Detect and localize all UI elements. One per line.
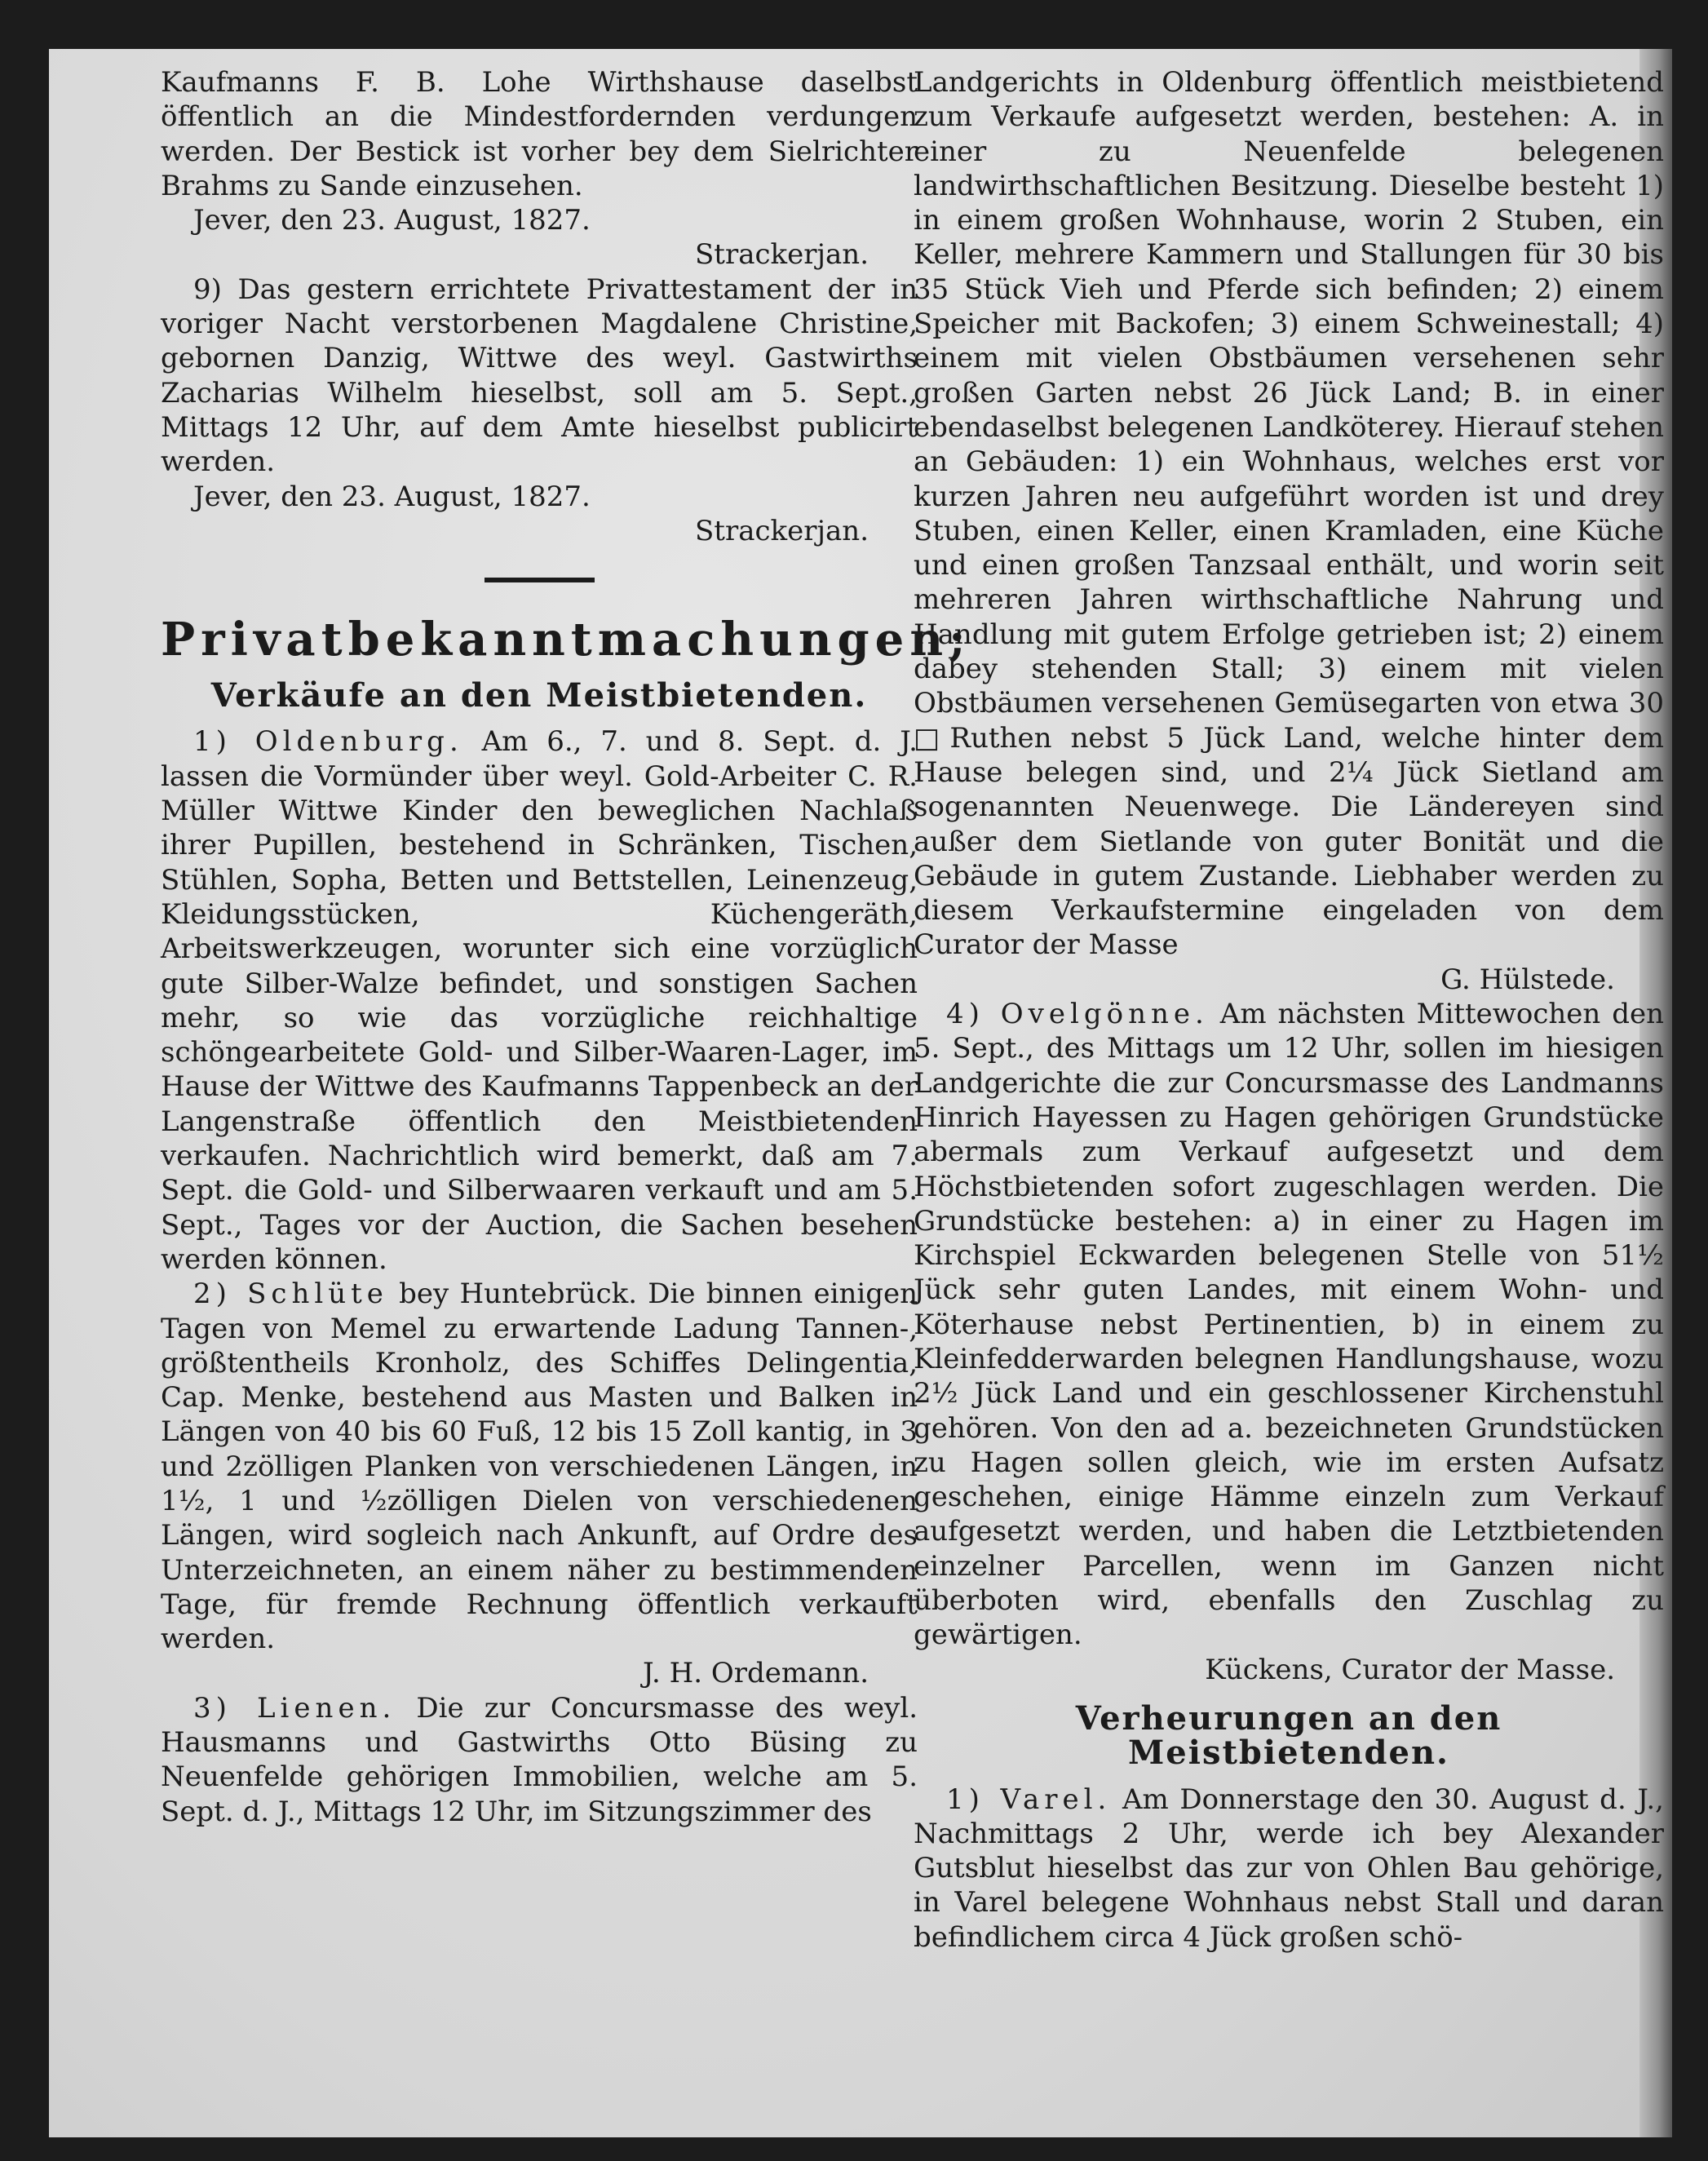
section-heading: Privatbekanntmachungen; <box>161 613 971 667</box>
notice-text: bey Huntebrück. Die binnen einigen Tagen von Memel zu erwartende Ladung Tannen-, größtentheils Kronholz, des Schiffes Delingentia, Cap. Menke, bestehend aus Masten und Balken in Längen von 40 bis 60 Fuß, 12 bis 15 Zoll kantig, in 3 und 2zölligen Planken von verschiedenen Längen, in 1½, 1 und ½zölligen Dielen von verschiedenen Längen, wird sogleich nach Ankunft, auf Ordre des Unterzeichneten, an einem näher zu bestimmenden Tage, für fremde Rechnung öffentlich verkauft werden. <box>161 1278 918 1656</box>
notice-oldenburg <box>161 724 918 1277</box>
signature: G. Hülstede. <box>1440 963 1615 996</box>
notice-ovelgoenne <box>914 997 1664 1653</box>
subsection-heading: Verheurungen an den Meistbietenden. <box>1075 1698 1502 1773</box>
left-column <box>161 65 971 1829</box>
signature: J. H. Ordemann. <box>643 1657 869 1690</box>
notice-text: Die zur Concursmasse des weyl. Hausmanns und Gastwirths Otto Büsing zu Neuenfelde gehörigen Immobilien, welche am 5. Sept. d. J., Mittags 12 Uhr, im Sitzungszimmer des <box>161 1691 918 1828</box>
notice-9: 9) Das gestern errichtete Privattestament der in voriger Nacht verstorbenen Magdalene Christine, gebornen Danzig, Wittwe des weyl. Gastwirths Zacharias Wilhelm hieselbst, soll am 5. Sept., Mittags 12 Uhr, auf dem Amte hieselbst publicirt werden. <box>161 272 918 479</box>
signature: Strackerjan. <box>694 514 869 547</box>
right-column <box>914 65 1664 1955</box>
notice-text: Am nächsten Mittewochen den 5. Sept., des Mittags um 12 Uhr, sollen im hiesigen Landgerichte die zur Concursmasse des Landmanns Hinrich Hayessen zu Hagen gehörigen Grundstücke abermals zum Verkauf aufgesetzt und dem Höchstbietenden sofort zugeschlagen werden. Die Grundstücke bestehen: a) in einer zu Hagen im Kirchspiel Eckwarden belegenen Stelle von 51½ Jück sehr guten Landes, mit einem Wohn- und Köterhause nebst Pertinentien, b) in einem zu Kleinfedderwarden belegnen Handlungshause, wozu 2½ Jück Land und ein geschlossener Kirchenstuhl gehören. Von den ad a. bezeichneten Grundstücken zu Hagen sollen gleich, wie im ersten Aufsatz geschehen, einige Hämme einzeln zum Verkauf aufgesetzt werden, und haben die Letztbietenden einzelner Parcellen, wenn im Ganzen nicht überboten wird, ebenfalls den Zuschlag zu gewärtigen. <box>914 998 1665 1652</box>
notice-text: Am 6., 7. und 8. Sept. d. J. lassen die Vormünder über weyl. Gold-Arbeiter C. R. Müller Wittwe Kinder den beweglichen Nachlaß ihrer Pupillen, bestehend in Schränken, Tischen, Stühlen, Sopha, Betten und Bettstellen, Leinenzeug, Kleidungsstücken, Küchengeräth, Arbeitswerkzeugen, worunter sich eine vorzüglich gute Silber-Walze befindet, und sonstigen Sachen mehr, so wie das vorzügliche reichhaltige schöngearbeitete Gold- und Silber-Waaren-Lager, im Hause der Wittwe des Kaufmanns Tappenbeck an der Langenstraße öffentlich den Meistbietenden verkaufen. Nachrichtlich wird bemerkt, daß am 7. Sept. die Gold- und Silberwaaren verkauft und am 5. Sept., Tages vor der Auction, die Sachen besehen werden können. <box>161 725 918 1276</box>
place-name: 2) Schlüte <box>193 1278 388 1311</box>
date-line: Jever, den 23. August, 1827. <box>193 480 591 513</box>
section-divider <box>485 578 595 582</box>
place-name: 4) Ovelgönne. <box>946 998 1209 1031</box>
continued-paragraph: Landgerichts in Oldenburg öffentlich meistbietend zum Verkaufe aufgesetzt werden, bestehen: A. in einer zu Neuenfelde belegenen landwirthschaftlichen Besitzung. Dieselbe besteht 1) in einem großen Wohnhause, worin 2 Stuben, ein Keller, mehrere Kammern und Stallungen für 30 bis 35 Stück Vieh und Pferde sich befinden; 2) einem Speicher mit Backofen; 3) einem Schweinestall; 4) einem mit vielen Obstbäumen versehenen sehr großen Garten nebst 26 Jück Land; B. in einer ebendaselbst belegenen Landköterey. Hierauf stehen an Gebäuden: 1) ein Wohnhaus, welches erst vor kurzen Jahren neu aufgeführt worden ist und drey Stuben, einen Keller, einen Kramladen, eine Küche und einen großen Tanzsaal enthält, und worin seit mehreren Jahren wirthschaftliche Nahrung und Handlung mit gutem Erfolge getrieben ist; 2) einem dabey stehenden Stall; 3) einem mit vielen Obstbäumen versehenen Gemüsegarten von etwa 30 □Ruthen nebst 5 Jück Land, welche hinter dem Hause belegen sind, und 2¼ Jück Sietland am sogenannten Neuenwege. Die Ländereyen sind außer dem Sietlande von guter Bonität und die Gebäude in gutem Zustande. Liebhaber werden zu diesem Verkaufstermine eingeladen von dem Curator der Masse <box>914 66 1664 962</box>
intro-paragraph: Kaufmanns F. B. Lohe Wirthshause daselbst öffentlich an die Mindestfordernden verdungen werden. Der Bestick ist vorher bey dem Sielrichter Brahms zu Sande einzusehen. <box>161 66 918 202</box>
signature: Kückens, Curator der Masse. <box>1205 1653 1615 1686</box>
notice-lienen <box>161 1691 918 1829</box>
notice-text: Am Donnerstage den 30. August d. J., Nachmittags 2 Uhr, werde ich bey Alexander Gutsblut hieselbst das zur von Ohlen Bau gehörige, in Varel belegene Wohnhaus nebst Stall und daran befindlichem circa 4 Jück großen schö- <box>914 1782 1664 1954</box>
place-name: 1) Oldenburg. <box>193 725 463 759</box>
subsection-heading: Verkäufe an den Meistbietenden. <box>210 676 868 715</box>
place-name: 1) Varel. <box>946 1782 1112 1816</box>
notice-schluete <box>161 1277 918 1656</box>
place-name: 3) Lienen. <box>193 1691 396 1725</box>
signature: Strackerjan. <box>694 238 869 272</box>
notice-varel <box>914 1782 1664 1955</box>
date-line: Jever, den 23. August, 1827. <box>193 204 591 237</box>
